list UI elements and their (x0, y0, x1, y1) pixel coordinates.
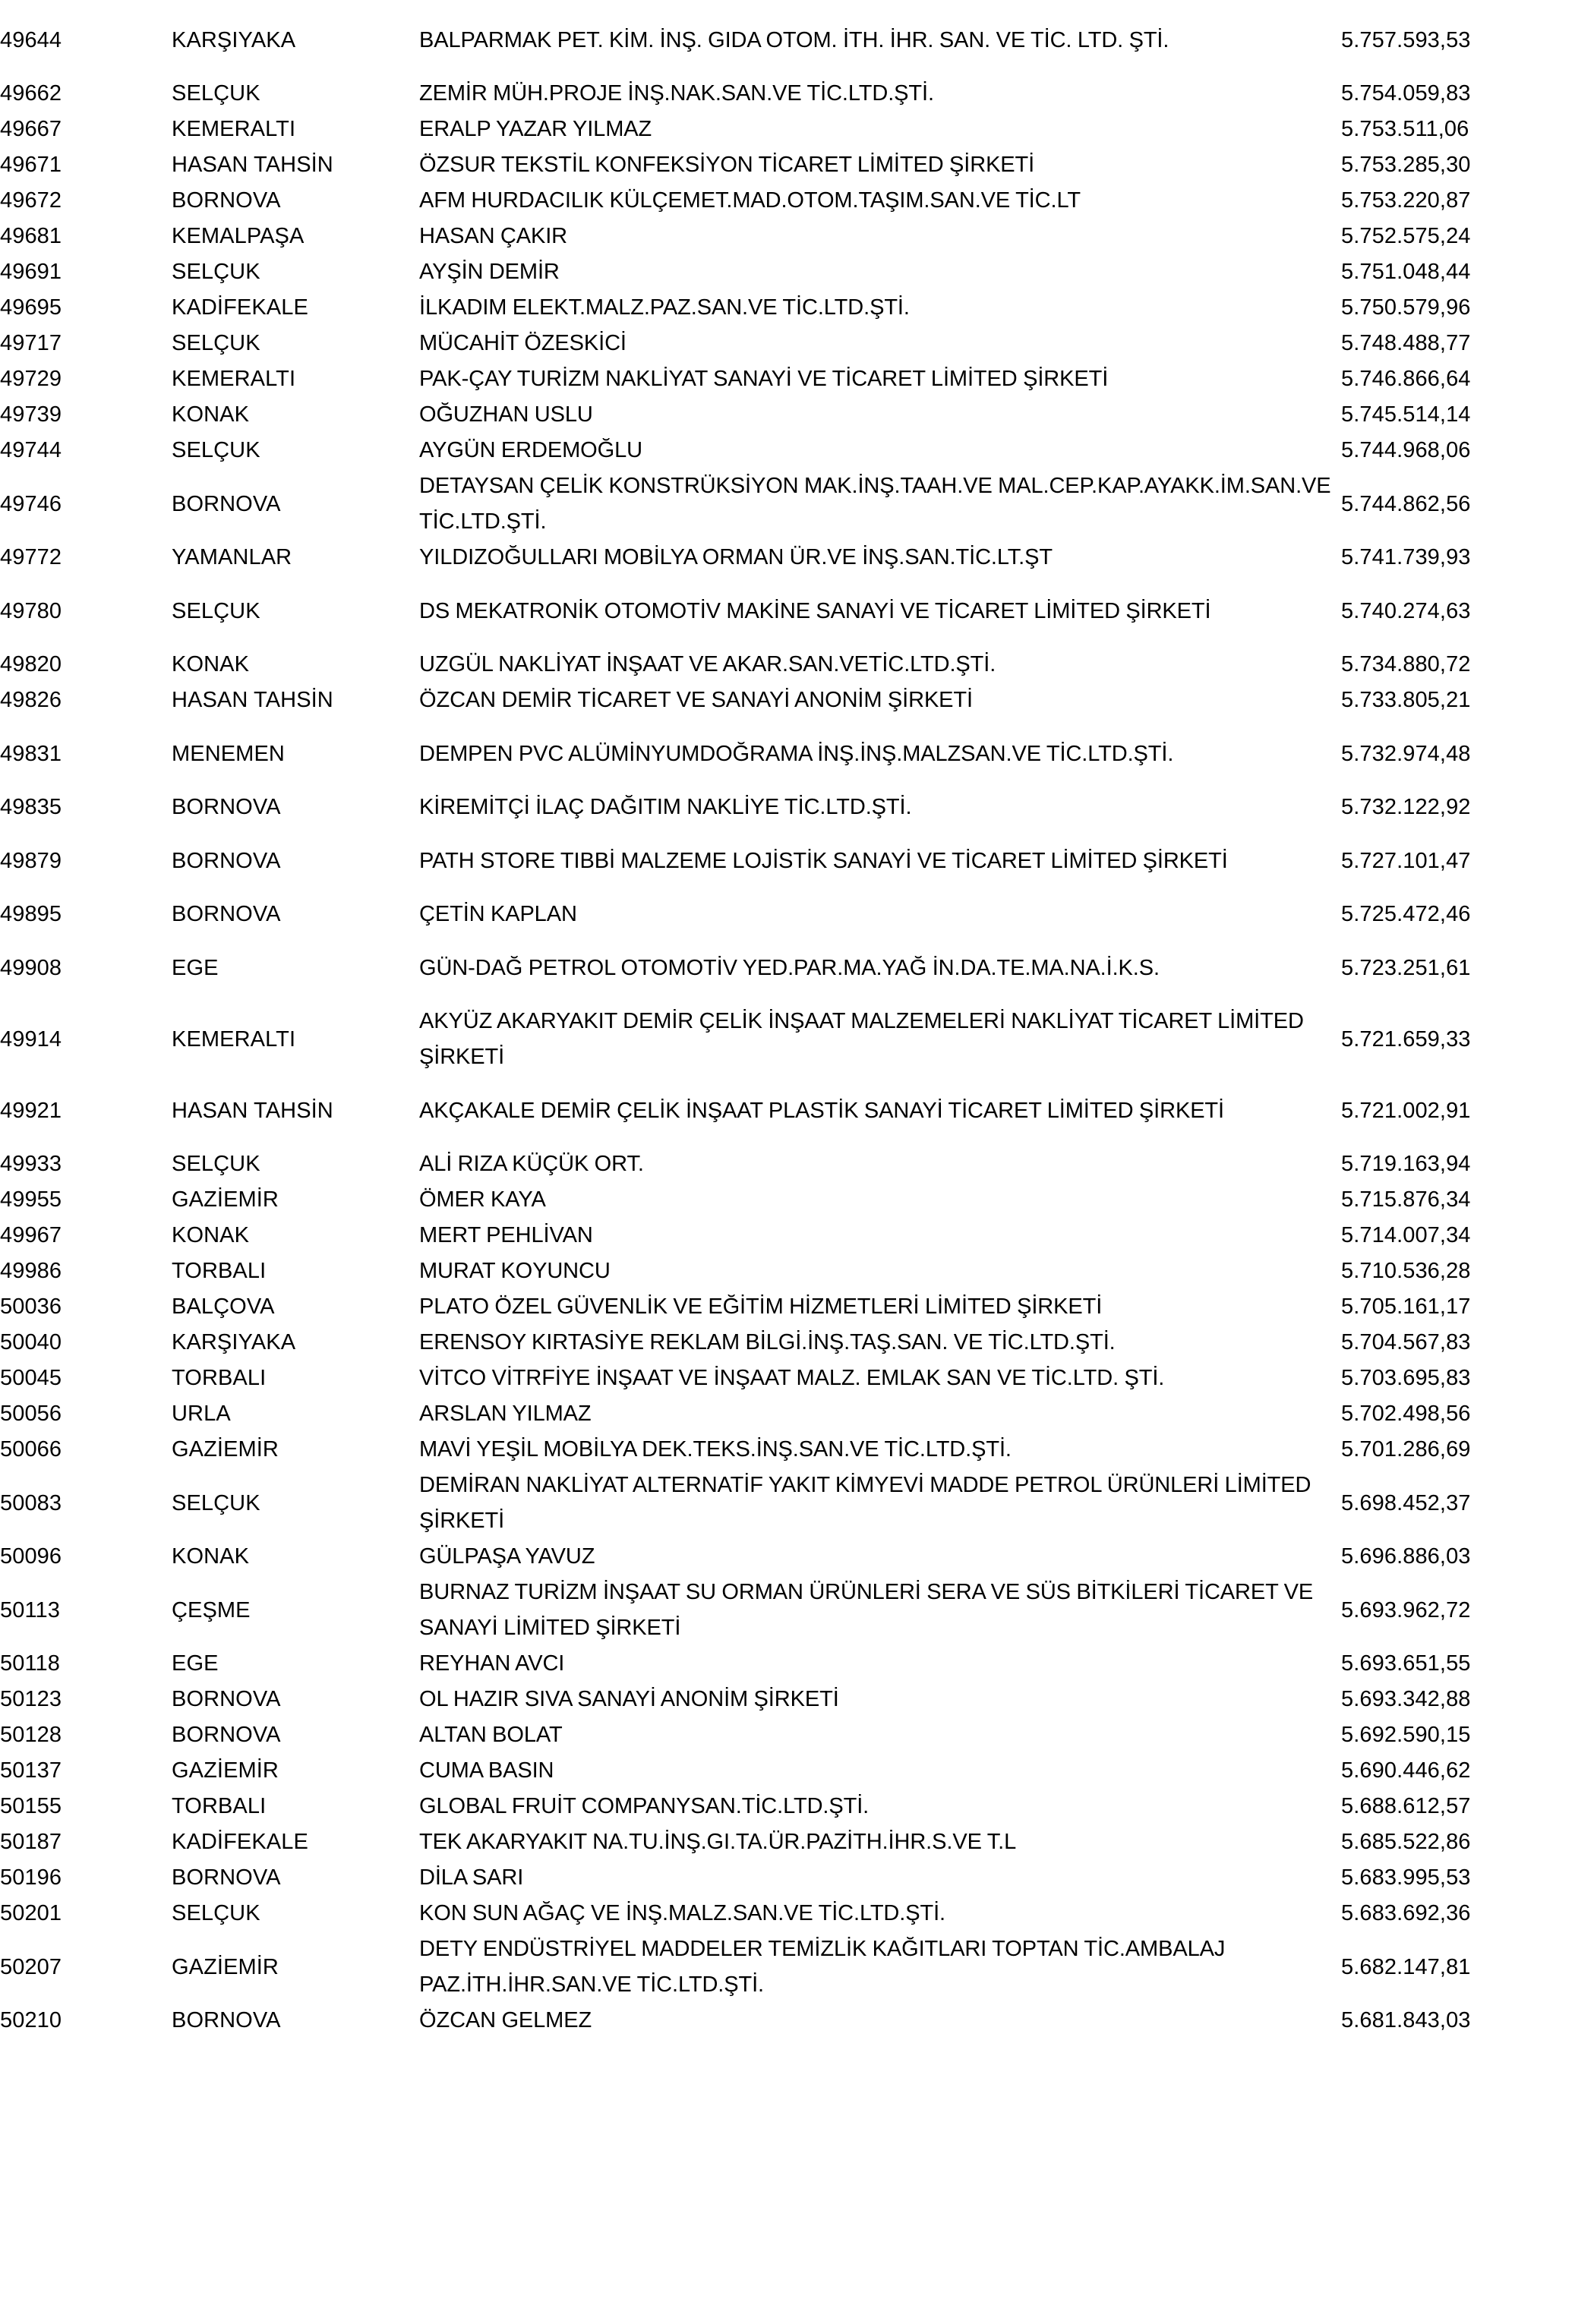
cell-sira-no: 49967 (0, 1223, 62, 1247)
table-row (0, 575, 1575, 647)
cell-mukellef-adi: AYŞİN DEMİR (419, 260, 560, 284)
cell-borc-tutari: 5.746.866,64 (1341, 367, 1471, 391)
cell-vergi-dairesi: BORNOVA (172, 848, 281, 873)
table-row (0, 5, 1575, 76)
cell-vergi-dairesi: BORNOVA (172, 2008, 281, 2032)
cell-mukellef-adi: AFM HURDACILIK KÜLÇEMET.MAD.OTOM.TAŞIM.SAN.VE TİC.LT (419, 188, 1081, 213)
cell-sira-no: 49826 (0, 688, 62, 712)
cell-vergi-dairesi: SELÇUK (172, 438, 260, 462)
table-row (0, 790, 1575, 825)
cell-mukellef-adi: ZEMİR MÜH.PROJE İNŞ.NAK.SAN.VE TİC.LTD.ŞTİ. (419, 81, 934, 106)
table-row (0, 647, 1575, 683)
cell-borc-tutari: 5.721.659,33 (1341, 1026, 1471, 1052)
cell-mukellef-adi: YILDIZOĞULLARI MOBİLYA ORMAN ÜR.VE İNŞ.SAN.TİC.LT.ŞT (419, 545, 1053, 569)
cell-vergi-dairesi: KEMERALTI (172, 1026, 296, 1052)
cell-sira-no: 49729 (0, 367, 62, 391)
table-row (0, 1004, 1575, 1075)
cell-borc-tutari: 5.734.880,72 (1341, 652, 1471, 676)
table-row (0, 361, 1575, 397)
table-row (0, 1824, 1575, 1860)
cell-borc-tutari: 5.732.122,92 (1341, 795, 1471, 819)
cell-vergi-dairesi: TORBALI (172, 1794, 267, 1818)
cell-borc-tutari: 5.750.579,96 (1341, 295, 1471, 320)
cell-sira-no: 49746 (0, 491, 62, 516)
table-row (0, 1075, 1575, 1146)
table-row (0, 1396, 1575, 1432)
table-body (0, 5, 1575, 2039)
cell-borc-tutari: 5.732.974,48 (1341, 741, 1471, 766)
cell-vergi-dairesi: BORNOVA (172, 795, 281, 819)
cell-sira-no: 49921 (0, 1098, 62, 1123)
cell-borc-tutari: 5.753.511,06 (1341, 117, 1469, 141)
cell-borc-tutari: 5.745.514,14 (1341, 402, 1471, 427)
cell-vergi-dairesi: SELÇUK (172, 331, 260, 355)
cell-sira-no: 50056 (0, 1402, 62, 1426)
cell-borc-tutari: 5.714.007,34 (1341, 1223, 1471, 1247)
cell-vergi-dairesi: KONAK (172, 1544, 250, 1569)
table-row (0, 1182, 1575, 1218)
cell-borc-tutari: 5.704.567,83 (1341, 1330, 1471, 1354)
table-row (0, 683, 1575, 718)
cell-sira-no: 49914 (0, 1026, 62, 1052)
cell-vergi-dairesi: SELÇUK (172, 81, 260, 106)
cell-sira-no: 50113 (0, 1597, 60, 1622)
table-row (0, 183, 1575, 219)
cell-mukellef-adi: DEMİRAN NAKLİYAT ALTERNATİF YAKIT KİMYEVİ MADDE PETROL ÜRÜNLERİ LİMİTED ŞİRKETİ (419, 1473, 1311, 1533)
cell-borc-tutari: 5.685.522,86 (1341, 1830, 1471, 1854)
cell-vergi-dairesi: KONAK (172, 1223, 250, 1247)
cell-mukellef-adi: TEK AKARYAKIT NA.TU.İNŞ.GI.TA.ÜR.PAZİTH.İHR.S.VE T.L (419, 1830, 1017, 1854)
cell-sira-no: 49831 (0, 741, 62, 766)
cell-sira-no: 50045 (0, 1366, 62, 1390)
table-row (0, 1218, 1575, 1253)
cell-mukellef-adi: ERALP YAZAR YILMAZ (419, 117, 652, 141)
cell-sira-no: 50096 (0, 1544, 62, 1569)
table-row (0, 1289, 1575, 1325)
cell-borc-tutari: 5.733.805,21 (1341, 688, 1471, 712)
debt-listing-table (0, 5, 1575, 2039)
cell-vergi-dairesi: GAZİEMİR (172, 1758, 279, 1783)
cell-borc-tutari: 5.682.147,81 (1341, 1954, 1471, 1979)
cell-borc-tutari: 5.710.536,28 (1341, 1259, 1471, 1283)
cell-mukellef-adi: HASAN ÇAKIR (419, 224, 567, 248)
cell-mukellef-adi: DS MEKATRONİK OTOMOTİV MAKİNE SANAYİ VE TİCARET LİMİTED ŞİRKETİ (419, 598, 1211, 623)
cell-sira-no: 49744 (0, 438, 62, 462)
cell-mukellef-adi: AYGÜN ERDEMOĞLU (419, 438, 642, 462)
table-row (0, 1753, 1575, 1789)
cell-mukellef-adi: DETY ENDÜSTRİYEL MADDELER TEMİZLİK KAĞITLARI TOPTAN TİC.AMBALAJ PAZ.İTH.İHR.SAN.VE TİC.LTD.ŞTİ. (419, 1937, 1226, 1997)
cell-sira-no: 49986 (0, 1259, 62, 1283)
cell-vergi-dairesi: TORBALI (172, 1366, 267, 1390)
cell-borc-tutari: 5.741.739,93 (1341, 545, 1471, 569)
cell-mukellef-adi: BALPARMAK PET. KİM. İNŞ. GIDA OTOM. İTH. İHR. SAN. VE TİC. LTD. ŞTİ. (419, 27, 1169, 52)
cell-vergi-dairesi: SELÇUK (172, 1901, 260, 1925)
cell-borc-tutari: 5.690.446,62 (1341, 1758, 1471, 1783)
cell-borc-tutari: 5.696.886,03 (1341, 1544, 1471, 1569)
cell-borc-tutari: 5.744.862,56 (1341, 491, 1471, 516)
cell-borc-tutari: 5.698.452,37 (1341, 1490, 1471, 1515)
table-row (0, 1146, 1575, 1182)
cell-mukellef-adi: GÜLPAŞA YAVUZ (419, 1544, 595, 1569)
cell-borc-tutari: 5.703.695,83 (1341, 1366, 1471, 1390)
cell-borc-tutari: 5.693.342,88 (1341, 1687, 1471, 1711)
table-row (0, 147, 1575, 183)
table-row (0, 1646, 1575, 1682)
cell-sira-no: 50155 (0, 1794, 62, 1818)
cell-mukellef-adi: MERT PEHLİVAN (419, 1223, 593, 1247)
cell-borc-tutari: 5.683.995,53 (1341, 1865, 1471, 1890)
cell-vergi-dairesi: KARŞIYAKA (172, 27, 296, 52)
cell-sira-no: 49662 (0, 81, 62, 106)
cell-vergi-dairesi: KARŞIYAKA (172, 1330, 296, 1354)
cell-mukellef-adi: ÖZSUR TEKSTİL KONFEKSİYON TİCARET LİMİTED ŞİRKETİ (419, 153, 1035, 177)
cell-borc-tutari: 5.721.002,91 (1341, 1098, 1471, 1123)
cell-mukellef-adi: ERENSOY KIRTASİYE REKLAM BİLGİ.İNŞ.TAŞ.SAN. VE TİC.LTD.ŞTİ. (419, 1330, 1116, 1354)
cell-borc-tutari: 5.702.498,56 (1341, 1402, 1471, 1426)
cell-mukellef-adi: ALİ RIZA KÜÇÜK ORT. (419, 1152, 644, 1176)
table-row (0, 1432, 1575, 1468)
cell-vergi-dairesi: BORNOVA (172, 1865, 281, 1890)
cell-borc-tutari: 5.681.843,03 (1341, 2008, 1471, 2032)
cell-sira-no: 50201 (0, 1901, 62, 1925)
table-row (0, 76, 1575, 112)
cell-vergi-dairesi: KONAK (172, 652, 250, 676)
cell-sira-no: 50036 (0, 1294, 62, 1319)
cell-sira-no: 49820 (0, 652, 62, 676)
cell-borc-tutari: 5.692.590,15 (1341, 1723, 1471, 1747)
cell-mukellef-adi: VİTCO VİTRFİYE İNŞAAT VE İNŞAAT MALZ. EMLAK SAN VE TİC.LTD. ŞTİ. (419, 1366, 1165, 1390)
cell-borc-tutari: 5.715.876,34 (1341, 1187, 1471, 1212)
cell-mukellef-adi: MURAT KOYUNCU (419, 1259, 611, 1283)
cell-borc-tutari: 5.754.059,83 (1341, 81, 1471, 106)
cell-vergi-dairesi: GAZİEMİR (172, 1437, 279, 1462)
cell-mukellef-adi: ARSLAN YILMAZ (419, 1402, 592, 1426)
cell-mukellef-adi: GÜN-DAĞ PETROL OTOMOTİV YED.PAR.MA.YAĞ İN.DA.TE.MA.NA.İ.K.S. (419, 955, 1160, 980)
cell-sira-no: 49780 (0, 598, 62, 623)
cell-sira-no: 49672 (0, 188, 62, 213)
table-row (0, 1931, 1575, 2003)
cell-vergi-dairesi: SELÇUK (172, 260, 260, 284)
cell-sira-no: 50040 (0, 1330, 62, 1354)
cell-mukellef-adi: ÖZCAN GELMEZ (419, 2008, 592, 2032)
cell-vergi-dairesi: ÇEŞME (172, 1597, 251, 1622)
cell-mukellef-adi: UZGÜL NAKLİYAT İNŞAAT VE AKAR.SAN.VETİC.LTD.ŞTİ. (419, 652, 996, 676)
cell-vergi-dairesi: HASAN TAHSİN (172, 688, 333, 712)
cell-borc-tutari: 5.683.692,36 (1341, 1901, 1471, 1925)
cell-mukellef-adi: ALTAN BOLAT (419, 1723, 563, 1747)
cell-sira-no: 49908 (0, 955, 62, 980)
table-row (0, 397, 1575, 433)
cell-vergi-dairesi: KADİFEKALE (172, 1830, 308, 1854)
cell-sira-no: 49933 (0, 1152, 62, 1176)
cell-vergi-dairesi: TORBALI (172, 1259, 267, 1283)
cell-mukellef-adi: KİREMİTÇİ İLAÇ DAĞITIM NAKLİYE TİC.LTD.ŞTİ. (419, 795, 912, 819)
cell-borc-tutari: 5.757.593,53 (1341, 27, 1471, 52)
cell-sira-no: 50187 (0, 1830, 62, 1854)
cell-sira-no: 50196 (0, 1865, 62, 1890)
cell-mukellef-adi: OĞUZHAN USLU (419, 402, 593, 427)
cell-mukellef-adi: REYHAN AVCI (419, 1651, 565, 1676)
table-row (0, 932, 1575, 1004)
cell-mukellef-adi: İLKADIM ELEKT.MALZ.PAZ.SAN.VE TİC.LTD.ŞTİ. (419, 295, 910, 320)
cell-mukellef-adi: OL HAZIR SIVA SANAYİ ANONİM ŞİRKETİ (419, 1687, 839, 1711)
cell-sira-no: 49835 (0, 795, 62, 819)
cell-vergi-dairesi: YAMANLAR (172, 545, 292, 569)
cell-borc-tutari: 5.725.472,46 (1341, 902, 1471, 926)
cell-vergi-dairesi: KEMALPAŞA (172, 224, 305, 248)
cell-mukellef-adi: BURNAZ TURİZM İNŞAAT SU ORMAN ÜRÜNLERİ SERA VE SÜS BİTKİLERİ TİCARET VE SANAYİ LİMİTED ŞİRKETİ (419, 1580, 1314, 1640)
cell-borc-tutari: 5.740.274,63 (1341, 598, 1471, 623)
cell-borc-tutari: 5.723.251,61 (1341, 955, 1471, 980)
cell-vergi-dairesi: BORNOVA (172, 1687, 281, 1711)
cell-mukellef-adi: PLATO ÖZEL GÜVENLİK VE EĞİTİM HİZMETLERİ LİMİTED ŞİRKETİ (419, 1294, 1103, 1319)
cell-sira-no: 50123 (0, 1687, 62, 1711)
cell-borc-tutari: 5.748.488,77 (1341, 331, 1471, 355)
cell-sira-no: 50137 (0, 1758, 62, 1783)
cell-borc-tutari: 5.688.612,57 (1341, 1794, 1471, 1818)
cell-vergi-dairesi: URLA (172, 1402, 231, 1426)
table-row (0, 1325, 1575, 1361)
cell-borc-tutari: 5.693.962,72 (1341, 1597, 1471, 1622)
table-row (0, 1575, 1575, 1646)
cell-borc-tutari: 5.701.286,69 (1341, 1437, 1471, 1462)
table-row (0, 718, 1575, 790)
cell-sira-no: 50128 (0, 1723, 62, 1747)
cell-sira-no: 49955 (0, 1187, 62, 1212)
cell-vergi-dairesi: HASAN TAHSİN (172, 1098, 333, 1123)
cell-sira-no: 49644 (0, 27, 62, 52)
table-row (0, 1789, 1575, 1824)
cell-mukellef-adi: GLOBAL FRUİT COMPANYSAN.TİC.LTD.ŞTİ. (419, 1794, 870, 1818)
cell-vergi-dairesi: SELÇUK (172, 1152, 260, 1176)
cell-sira-no: 49691 (0, 260, 62, 284)
cell-vergi-dairesi: KONAK (172, 402, 250, 427)
table-row (0, 1361, 1575, 1396)
cell-vergi-dairesi: BORNOVA (172, 188, 281, 213)
table-row (0, 1896, 1575, 1931)
cell-vergi-dairesi: HASAN TAHSİN (172, 153, 333, 177)
cell-borc-tutari: 5.753.220,87 (1341, 188, 1471, 213)
cell-sira-no: 49667 (0, 117, 62, 141)
cell-sira-no: 49879 (0, 848, 62, 873)
cell-mukellef-adi: PAK-ÇAY TURİZM NAKLİYAT SANAYİ VE TİCARET LİMİTED ŞİRKETİ (419, 367, 1109, 391)
cell-vergi-dairesi: SELÇUK (172, 598, 260, 623)
table-row (0, 468, 1575, 540)
cell-vergi-dairesi: BALÇOVA (172, 1294, 275, 1319)
cell-mukellef-adi: PATH STORE TIBBİ MALZEME LOJİSTİK SANAYİ VE TİCARET LİMİTED ŞİRKETİ (419, 848, 1228, 873)
table-row (0, 112, 1575, 147)
cell-vergi-dairesi: BORNOVA (172, 1723, 281, 1747)
cell-sira-no: 49739 (0, 402, 62, 427)
table-row (0, 219, 1575, 254)
table-row (0, 433, 1575, 468)
table-row (0, 1253, 1575, 1289)
table-row (0, 897, 1575, 932)
cell-borc-tutari: 5.719.163,94 (1341, 1152, 1471, 1176)
cell-sira-no: 49717 (0, 331, 62, 355)
cell-mukellef-adi: CUMA BASIN (419, 1758, 554, 1783)
table-row (0, 1860, 1575, 1896)
table-row (0, 1468, 1575, 1539)
cell-sira-no: 49772 (0, 545, 62, 569)
cell-sira-no: 49895 (0, 902, 62, 926)
cell-mukellef-adi: KON SUN AĞAÇ VE İNŞ.MALZ.SAN.VE TİC.LTD.ŞTİ. (419, 1901, 946, 1925)
cell-vergi-dairesi: KEMERALTI (172, 117, 296, 141)
cell-vergi-dairesi: GAZİEMİR (172, 1954, 279, 1979)
cell-sira-no: 49671 (0, 153, 62, 177)
cell-sira-no: 49681 (0, 224, 62, 248)
cell-mukellef-adi: MAVİ YEŞİL MOBİLYA DEK.TEKS.İNŞ.SAN.VE TİC.LTD.ŞTİ. (419, 1437, 1012, 1462)
cell-vergi-dairesi: EGE (172, 1651, 219, 1676)
table-row (0, 540, 1575, 575)
cell-mukellef-adi: DETAYSAN ÇELİK KONSTRÜKSİYON MAK.İNŞ.TAAH.VE MAL.CEP.KAP.AYAKK.İM.SAN.VE TİC.LTD.ŞTİ. (419, 474, 1331, 534)
cell-borc-tutari: 5.751.048,44 (1341, 260, 1471, 284)
cell-vergi-dairesi: BORNOVA (172, 902, 281, 926)
cell-sira-no: 50083 (0, 1490, 62, 1515)
cell-borc-tutari: 5.705.161,17 (1341, 1294, 1471, 1319)
cell-mukellef-adi: MÜCAHİT ÖZESKİCİ (419, 331, 627, 355)
cell-mukellef-adi: ÖZCAN DEMİR TİCARET VE SANAYİ ANONİM ŞİRKETİ (419, 688, 973, 712)
table-row (0, 1539, 1575, 1575)
cell-vergi-dairesi: KEMERALTI (172, 367, 296, 391)
cell-borc-tutari: 5.753.285,30 (1341, 153, 1471, 177)
cell-sira-no: 50066 (0, 1437, 62, 1462)
table-row (0, 254, 1575, 290)
table-row (0, 1717, 1575, 1753)
cell-borc-tutari: 5.693.651,55 (1341, 1651, 1471, 1676)
cell-borc-tutari: 5.744.968,06 (1341, 438, 1471, 462)
cell-sira-no: 50210 (0, 2008, 62, 2032)
cell-mukellef-adi: ÇETİN KAPLAN (419, 902, 577, 926)
cell-sira-no: 50207 (0, 1954, 62, 1979)
cell-vergi-dairesi: GAZİEMİR (172, 1187, 279, 1212)
table-row (0, 326, 1575, 361)
cell-borc-tutari: 5.727.101,47 (1341, 848, 1471, 873)
cell-vergi-dairesi: MENEMEN (172, 741, 285, 766)
cell-vergi-dairesi: EGE (172, 955, 219, 980)
table-row (0, 1682, 1575, 1717)
table-row (0, 825, 1575, 897)
cell-mukellef-adi: AKYÜZ AKARYAKIT DEMİR ÇELİK İNŞAAT MALZEMELERİ NAKLİYAT TİCARET LİMİTED ŞİRKETİ (419, 1009, 1304, 1069)
cell-vergi-dairesi: KADİFEKALE (172, 295, 308, 320)
table-row (0, 2003, 1575, 2039)
table-row (0, 290, 1575, 326)
cell-mukellef-adi: AKÇAKALE DEMİR ÇELİK İNŞAAT PLASTİK SANAYİ TİCARET LİMİTED ŞİRKETİ (419, 1098, 1225, 1123)
cell-vergi-dairesi: BORNOVA (172, 491, 281, 516)
cell-mukellef-adi: DEMPEN PVC ALÜMİNYUMDOĞRAMA İNŞ.İNŞ.MALZSAN.VE TİC.LTD.ŞTİ. (419, 741, 1174, 766)
cell-mukellef-adi: ÖMER KAYA (419, 1187, 546, 1212)
cell-sira-no: 49695 (0, 295, 62, 320)
cell-mukellef-adi: DİLA SARI (419, 1865, 524, 1890)
cell-vergi-dairesi: SELÇUK (172, 1490, 260, 1515)
cell-borc-tutari: 5.752.575,24 (1341, 224, 1471, 248)
cell-sira-no: 50118 (0, 1651, 60, 1676)
